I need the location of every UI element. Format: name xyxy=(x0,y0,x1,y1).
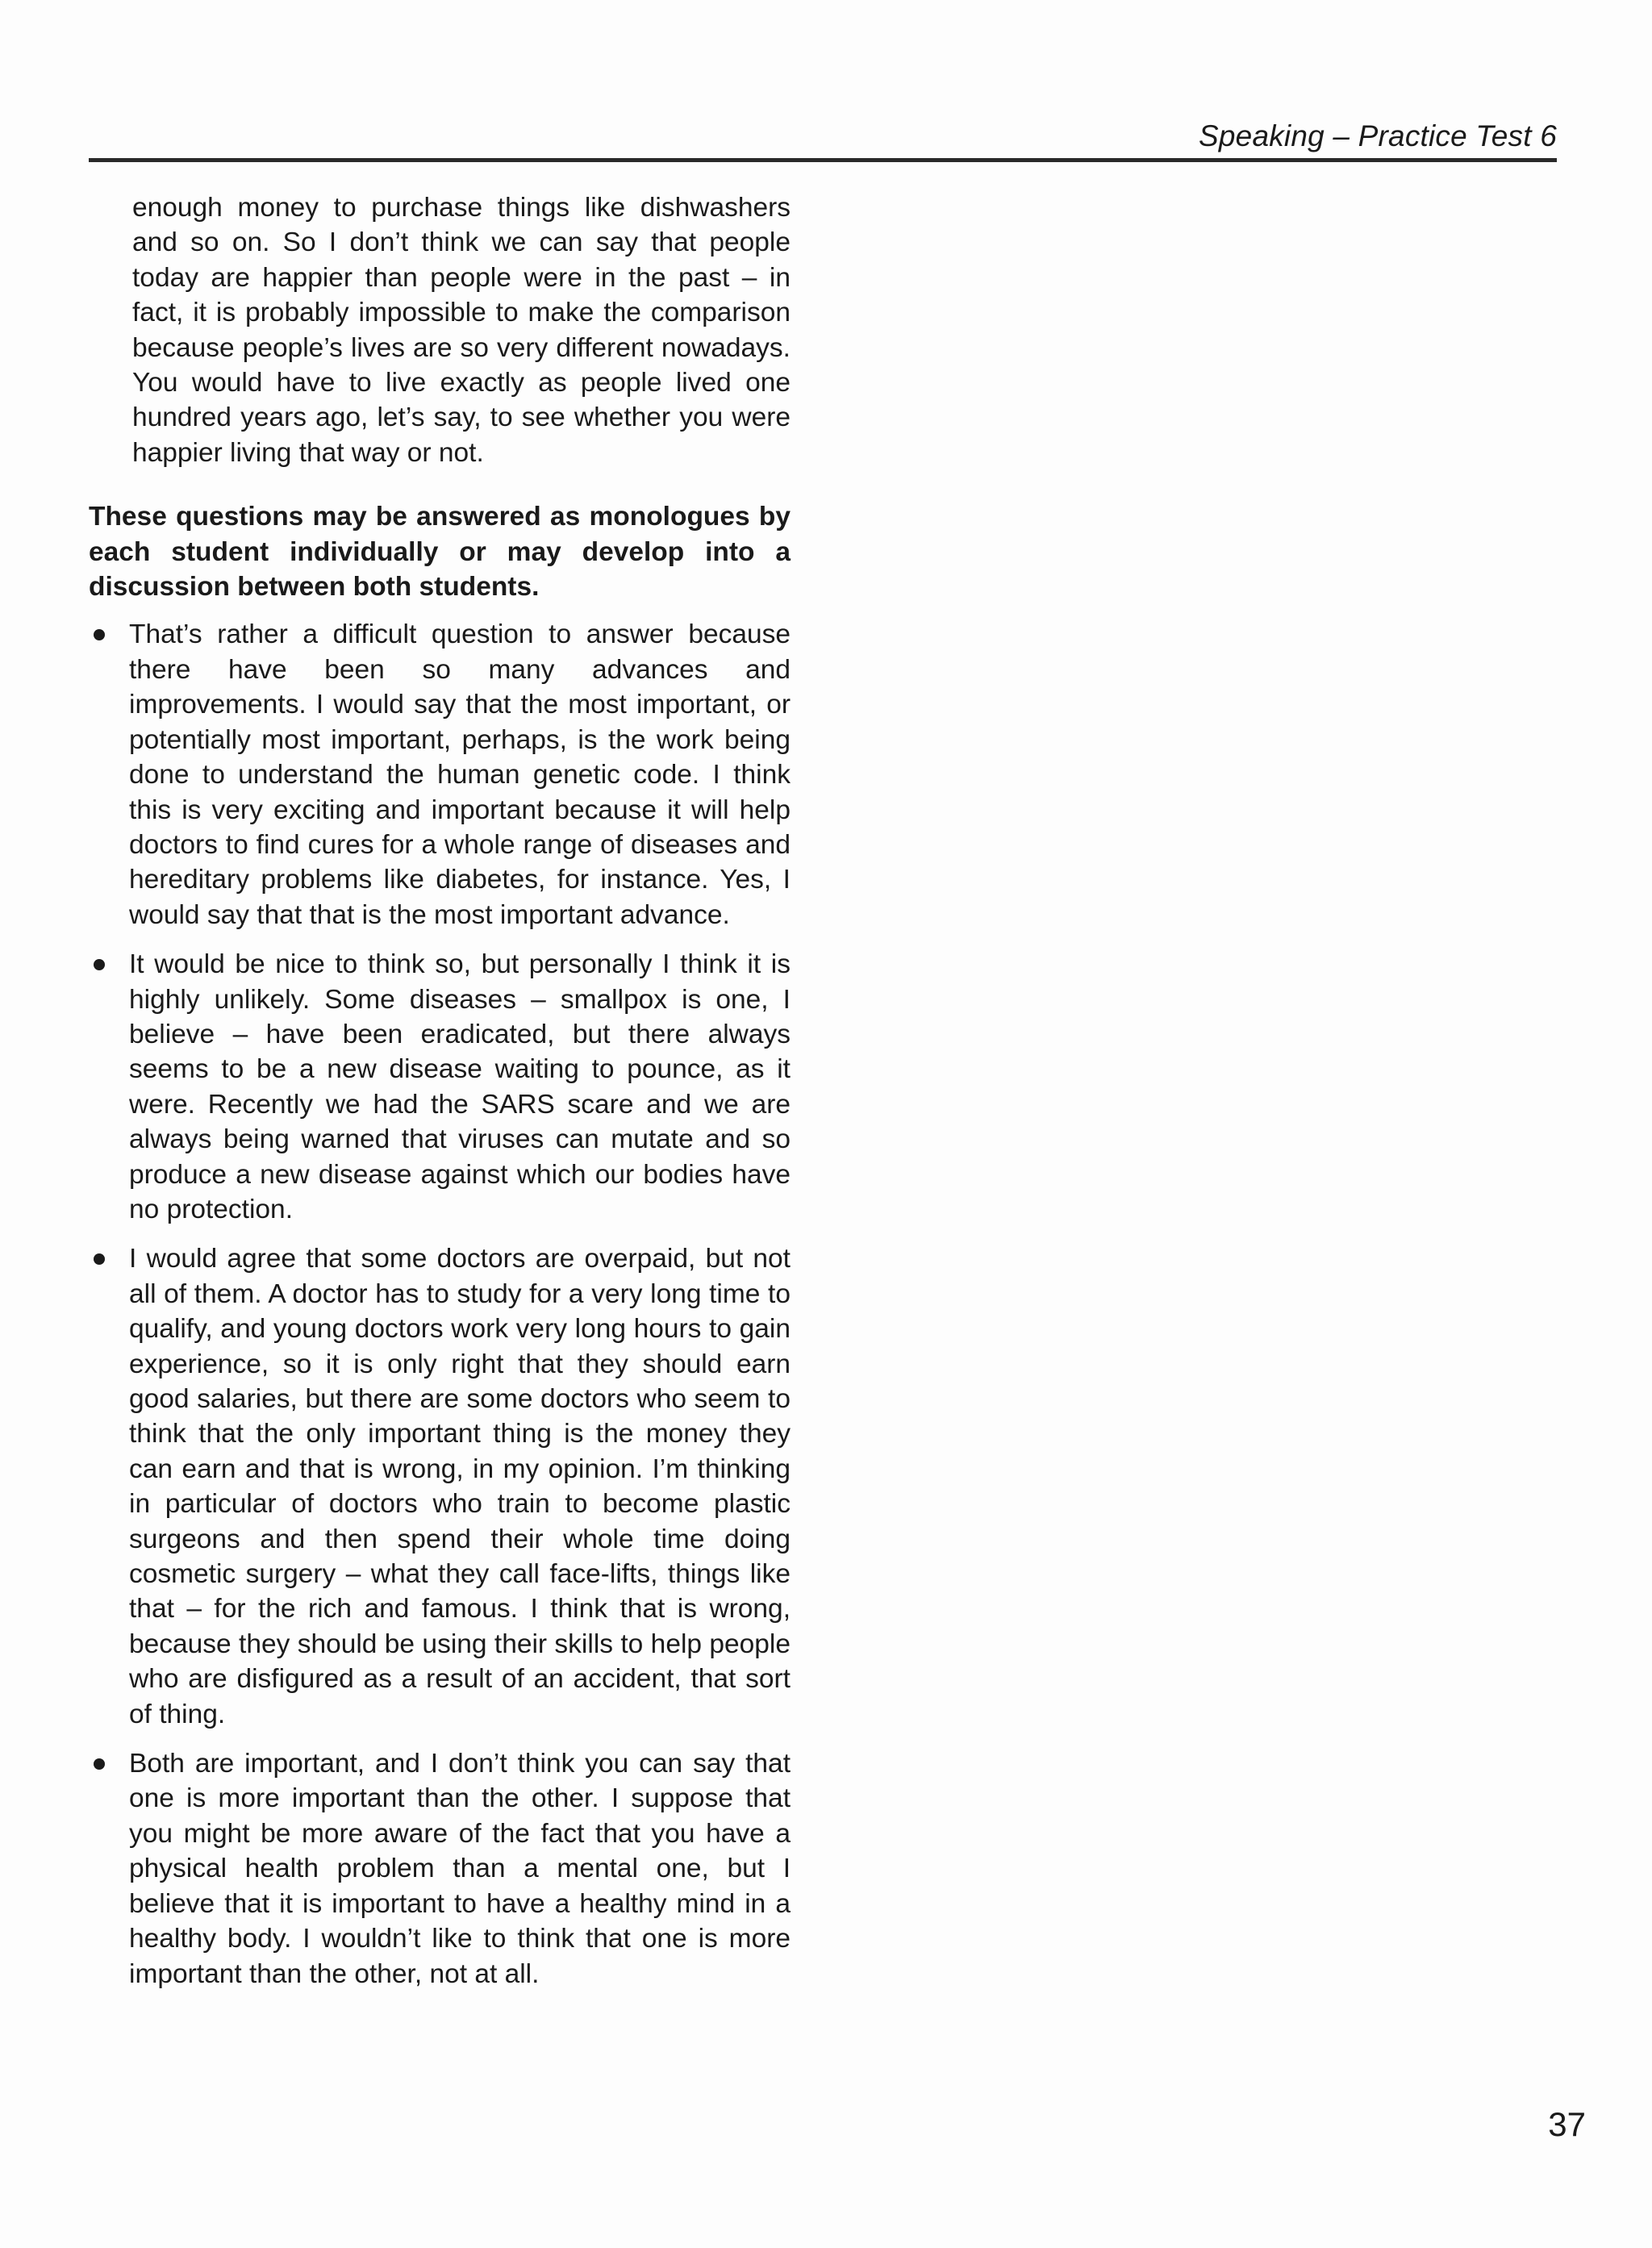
answer-text: Both are important, and I don’t think you can say that one is more important than the other. I suppose that you might be more aware of the fact that you have a physical health problem than a mental one, but I believe that it is important to have a healthy mind in a healthy body. I wouldn’t like to think that one is more important than the other, not at all. xyxy=(129,1749,791,1989)
intro-paragraph: enough money to purchase things like dishwashers and so on. So I don’t think we can say that people today are happier than people were in the past – in fact, it is probably impossible to make the comparison because people’s lives are so very different nowadays. You would have to live exactly as people lived one hundred years ago, let’s say, to see whether you were happier living that way or not. xyxy=(132,193,791,468)
list-item xyxy=(89,947,791,1227)
list-item xyxy=(89,617,791,932)
bullet-icon xyxy=(94,1758,105,1770)
text-column xyxy=(89,190,791,2006)
answer-list xyxy=(89,617,791,1991)
answer-text: It would be nice to think so, but personally I think it is highly unlikely. Some diseases – smallpox is one, I believe – have been eradicated, but there always seems to be a new disease waiting to pounce, as it were. Recently we had the SARS scare and we are always being warned that viruses can mutate and so produce a new disease against which our bodies have no protection. xyxy=(129,949,791,1224)
bullet-icon xyxy=(94,629,105,640)
header-divider xyxy=(89,158,1557,162)
list-item xyxy=(89,1241,791,1732)
bullet-icon xyxy=(94,1253,105,1265)
page-number: 37 xyxy=(1548,2105,1586,2143)
running-header-title: Speaking – Practice Test 6 xyxy=(1199,119,1557,152)
answer-text: That’s rather a difficult question to answer because there have been so many advances and improvements. I would say that the most important, or potentially most important, perhaps, is the work being done to understand the human genetic code. I think this is very exciting and important because it will help doctors to find cures for a whole range of diseases and hereditary problems like diabetes, for instance. Yes, I would say that that is the most important advance. xyxy=(129,619,791,930)
instructions-heading: These questions may be answered as monologues by each student individually or may develop into a discussion between both students. xyxy=(89,502,791,603)
bullet-icon xyxy=(94,959,105,970)
list-item xyxy=(89,1746,791,1992)
answer-text: I would agree that some doctors are overpaid, but not all of them. A doctor has to study for a very long time to qualify, and young doctors work very long hours to gain experience, so it is only right that they should earn good salaries, but there are some doctors who seem to think that the only important thing is the money they can earn and that is wrong, in my opinion. I’m thinking in particular of doctors who train to become plastic surgeons and then spend their whole time doing cosmetic surgery – what they call face-lifts, things like that – for the rich and famous. I think that is wrong, because they should be using their skills to help people who are disfigured as a result of an accident, that sort of thing. xyxy=(129,1244,791,1729)
